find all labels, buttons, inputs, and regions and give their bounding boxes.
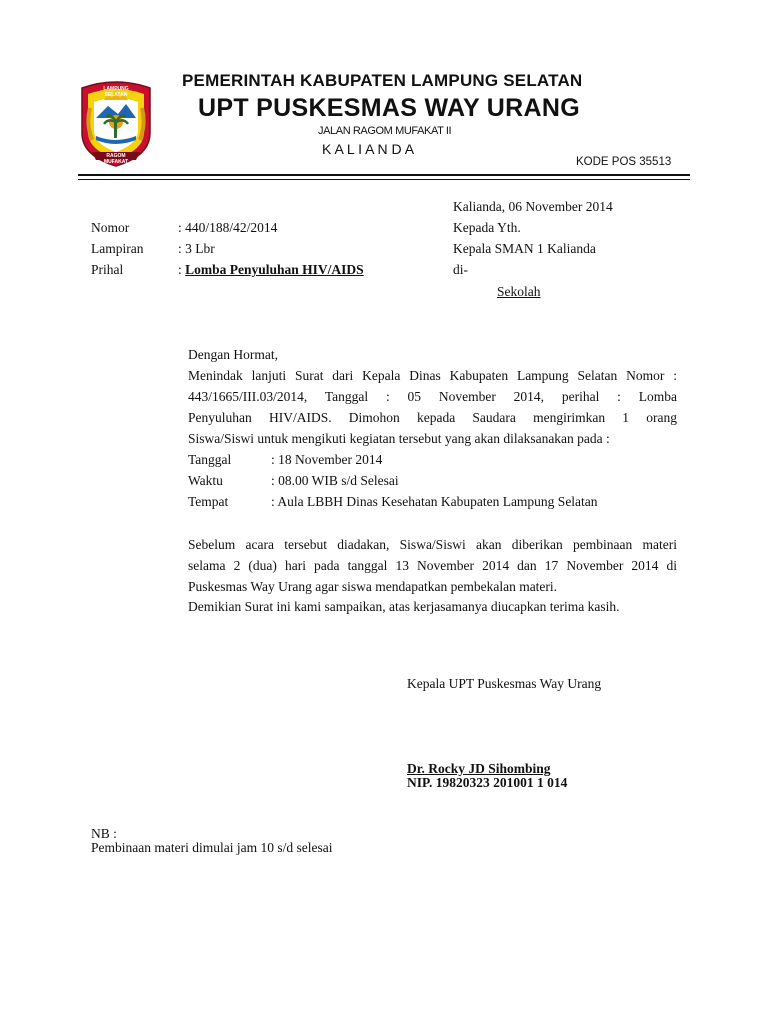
recipient-place: Sekolah <box>497 284 541 299</box>
header-divider-thick <box>78 174 690 176</box>
closing-sentence: Demikian Surat ini kami sampaikan, atas kerjasamanya diucapkan terima kasih. <box>188 599 620 614</box>
organization-title: UPT PUSKESMAS WAY URANG <box>198 94 580 122</box>
meta-value-nomor: : 440/188/42/2014 <box>178 220 278 235</box>
schedule-value-tempat: : Aula LBBH Dinas Kesehatan Kabupaten Lampung Selatan <box>271 494 598 509</box>
meta-value-prihal <box>178 260 364 280</box>
body2-line: Sebelum acara tersebut diadakan, Siswa/Siswi akan diberikan pembinaan materi <box>188 537 677 552</box>
emblem-bottom-text: RAGOM MUFAKAT <box>103 153 129 165</box>
body1-line: Penyuluhan HIV/AIDS. Dimohon kepada Saudara mengirimkan 1 orang <box>188 410 677 425</box>
emblem-top-text: LAMPUNG SELATAN <box>103 86 129 98</box>
address-city: K A L I A N D A <box>322 141 415 157</box>
address-street: JALAN RAGOM MUFAKAT II <box>318 125 452 137</box>
meta-label-nomor: Nomor <box>91 220 130 235</box>
body2-line-last: Puskesmas Way Urang agar siswa mendapatkan pembekalan materi. <box>188 579 558 594</box>
prihal-colon: : <box>178 262 186 277</box>
prihal-subject: Lomba Penyuluhan HIV/AIDS <box>185 262 364 277</box>
greeting: Dengan Hormat, <box>188 347 278 362</box>
body1-line-last: Siswa/Siswi untuk mengikuti kegiatan tersebut yang akan dilaksanakan pada : <box>188 431 610 446</box>
body2-line: selama 2 (dua) hari pada tanggal 13 November 2014 dan 17 November 2014 di <box>188 558 677 573</box>
meta-value-lampiran: : 3 Lbr <box>178 241 215 256</box>
recipient-to: Kepada Yth. <box>453 220 521 235</box>
recipient-at: di- <box>453 262 468 277</box>
schedule-label-tempat: Tempat <box>188 494 229 509</box>
body1-line: 443/1665/III.03/2014, Tanggal : 05 November 2014, perihal : Lomba <box>188 389 677 404</box>
signatory-nip: NIP. 19820323 201001 1 014 <box>407 775 568 790</box>
signatory-name: Dr. Rocky JD Sihombing <box>407 761 551 776</box>
schedule-value-waktu: : 08.00 WIB s/d Selesai <box>271 473 399 488</box>
meta-label-prihal: Prihal <box>91 262 124 277</box>
government-title: PEMERINTAH KABUPATEN LAMPUNG SELATAN <box>182 71 583 90</box>
body-paragraph-2 <box>188 534 677 597</box>
signatory-title: Kepala UPT Puskesmas Way Urang <box>407 676 602 691</box>
meta-label-lampiran: Lampiran <box>91 241 144 256</box>
place-date: Kalianda, 06 November 2014 <box>453 199 613 214</box>
postal-code: KODE POS 35513 <box>576 156 672 168</box>
nb-label: NB : <box>91 826 117 841</box>
schedule-label-tanggal: Tanggal <box>188 452 232 467</box>
nb-text: Pembinaan materi dimulai jam 10 s/d selesai <box>91 840 333 855</box>
body1-line: Menindak lanjuti Surat dari Kepala Dinas Kabupaten Lampung Selatan Nomor : <box>188 368 677 383</box>
recipient-name: Kepala SMAN 1 Kalianda <box>453 241 596 256</box>
regency-emblem <box>74 78 158 168</box>
header-divider-thin <box>78 179 690 180</box>
schedule-label-waktu: Waktu <box>188 473 223 488</box>
body-paragraph-1 <box>188 365 677 449</box>
schedule-value-tanggal: : 18 November 2014 <box>271 452 383 467</box>
